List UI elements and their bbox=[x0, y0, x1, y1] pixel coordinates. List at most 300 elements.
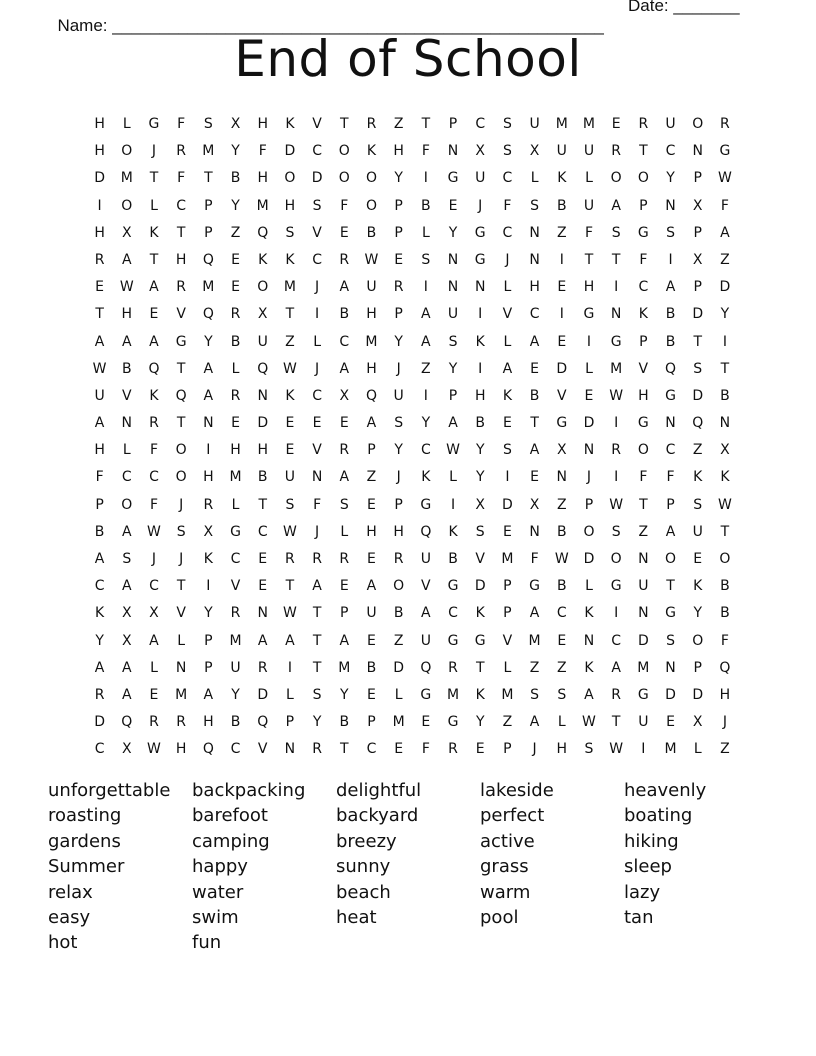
grid-letter: J bbox=[179, 551, 184, 567]
grid-letter: A bbox=[121, 523, 132, 540]
grid-letter: P bbox=[448, 387, 458, 404]
grid-letter: M bbox=[365, 333, 378, 350]
grid-letter: R bbox=[393, 551, 404, 567]
grid-letter: B bbox=[556, 523, 567, 540]
grid-letter: W bbox=[147, 741, 161, 758]
grid-letter: I bbox=[206, 442, 211, 459]
grid-letter: K bbox=[421, 469, 431, 486]
grid-letter: H bbox=[175, 251, 187, 268]
grid-letter: O bbox=[338, 143, 350, 160]
grid-letter: E bbox=[367, 632, 376, 649]
grid-letter: K bbox=[557, 170, 567, 187]
grid-letter: I bbox=[668, 251, 673, 268]
grid-letter: C bbox=[312, 251, 322, 268]
grid-letter: K bbox=[475, 333, 485, 350]
grid-letter: W bbox=[717, 496, 732, 513]
grid-letter: O bbox=[175, 469, 187, 486]
grid-letter: G bbox=[719, 143, 731, 160]
grid-letter: E bbox=[339, 578, 349, 595]
grid-letter: E bbox=[502, 523, 512, 540]
grid-letter: E bbox=[475, 741, 485, 758]
grid-letter: A bbox=[529, 605, 540, 622]
grid-letter: U bbox=[583, 143, 595, 160]
grid-letter: V bbox=[638, 360, 649, 377]
grid-letter: E bbox=[611, 116, 621, 132]
date-field-label: Date: _______ bbox=[628, 0, 740, 15]
grid-letter: P bbox=[204, 197, 213, 214]
grid-letter: F bbox=[258, 143, 267, 160]
grid-letter: Q bbox=[202, 251, 214, 268]
grid-letter: K bbox=[720, 469, 730, 486]
grid-letter: F bbox=[639, 469, 648, 486]
grid-letter: H bbox=[94, 442, 105, 459]
grid-letter: H bbox=[257, 116, 268, 132]
grid-letter: I bbox=[722, 333, 727, 350]
grid-letter: Q bbox=[257, 224, 269, 241]
grid-letter: W bbox=[446, 442, 460, 459]
grid-letter: N bbox=[529, 523, 540, 540]
grid-letter: B bbox=[556, 578, 567, 595]
grid-letter: E bbox=[367, 551, 376, 567]
grid-letter: R bbox=[611, 442, 622, 459]
grid-letter: R bbox=[366, 116, 377, 132]
grid-letter: Z bbox=[529, 659, 540, 676]
grid-letter: M bbox=[582, 116, 596, 132]
grid-letter: A bbox=[94, 659, 105, 676]
grid-letter: A bbox=[421, 306, 431, 323]
grid-letter: A bbox=[312, 578, 322, 595]
grid-letter: D bbox=[393, 659, 405, 676]
grid-letter: S bbox=[502, 442, 512, 459]
grid-letter: C bbox=[312, 387, 322, 404]
grid-letter: B bbox=[720, 387, 730, 404]
grid-letter: R bbox=[230, 306, 241, 323]
grid-letter: E bbox=[557, 279, 567, 296]
grid-letter: V bbox=[475, 551, 485, 567]
grid-letter: X bbox=[149, 605, 159, 622]
word-list-item: swim bbox=[192, 906, 239, 928]
grid-letter: S bbox=[421, 251, 431, 268]
grid-letter: T bbox=[693, 333, 702, 350]
grid-letter: R bbox=[94, 251, 105, 268]
grid-letter: Q bbox=[121, 714, 133, 731]
grid-letter: M bbox=[202, 143, 215, 160]
grid-letter: D bbox=[556, 360, 568, 377]
grid-letter: T bbox=[149, 251, 159, 268]
grid-letter: E bbox=[312, 415, 322, 432]
grid-letter: H bbox=[257, 170, 268, 187]
grid-letter: T bbox=[312, 632, 322, 649]
grid-letter: R bbox=[176, 714, 187, 731]
word-list-item: lazy bbox=[624, 881, 661, 903]
grid-letter: A bbox=[203, 686, 214, 703]
grid-letter: P bbox=[639, 197, 648, 214]
grid-letter: Y bbox=[340, 686, 349, 703]
grid-letter: J bbox=[151, 143, 157, 160]
grid-letter: U bbox=[692, 523, 703, 540]
grid-letter: S bbox=[312, 197, 322, 214]
name-field-label: Name: ____________________________________________________ bbox=[57, 16, 604, 35]
grid-letter: N bbox=[638, 605, 649, 622]
grid-letter: D bbox=[583, 551, 595, 567]
grid-letter: N bbox=[175, 659, 187, 676]
word-list-item: fun bbox=[192, 932, 222, 954]
grid-letter: D bbox=[257, 686, 269, 703]
grid-letter: A bbox=[529, 442, 540, 459]
grid-letter: T bbox=[611, 251, 621, 268]
word-list-item: pool bbox=[480, 906, 519, 928]
grid-letter: C bbox=[94, 578, 105, 595]
grid-letter: G bbox=[637, 415, 649, 432]
grid-letter: R bbox=[448, 659, 458, 676]
grid-letter: G bbox=[665, 605, 676, 622]
grid-letter: D bbox=[692, 686, 704, 703]
grid-letter: F bbox=[639, 251, 648, 268]
grid-letter: S bbox=[339, 496, 349, 513]
grid-letter: X bbox=[257, 306, 268, 323]
grid-letter: I bbox=[614, 605, 619, 622]
grid-letter: G bbox=[529, 578, 541, 595]
grid-letter: H bbox=[474, 387, 486, 404]
grid-letter: P bbox=[204, 632, 213, 649]
grid-letter: C bbox=[502, 170, 513, 187]
word-list-item: warm bbox=[480, 881, 531, 903]
word-list-item: water bbox=[192, 881, 244, 903]
grid-letter: O bbox=[175, 442, 187, 459]
grid-letter: G bbox=[556, 415, 568, 432]
grid-letter: L bbox=[503, 659, 512, 676]
grid-letter: U bbox=[420, 632, 431, 649]
grid-letter: F bbox=[95, 469, 104, 486]
grid-letter: H bbox=[175, 741, 187, 758]
grid-letter: H bbox=[529, 279, 540, 296]
grid-letter: G bbox=[637, 224, 649, 241]
grid-letter: J bbox=[396, 469, 401, 486]
grid-letter: O bbox=[665, 551, 677, 567]
grid-letter: Y bbox=[394, 170, 403, 187]
grid-letter: R bbox=[149, 415, 159, 432]
grid-letter: Z bbox=[556, 659, 567, 676]
grid-letter: U bbox=[638, 714, 649, 731]
grid-letter: U bbox=[366, 605, 377, 622]
grid-letter: P bbox=[285, 714, 295, 731]
grid-letter: I bbox=[559, 251, 564, 268]
grid-letter: A bbox=[339, 469, 350, 486]
grid-letter: Q bbox=[420, 523, 432, 540]
grid-letter: L bbox=[122, 442, 131, 459]
grid-letter: G bbox=[583, 306, 595, 323]
grid-letter: N bbox=[447, 279, 459, 296]
grid-letter: T bbox=[421, 116, 431, 132]
grid-letter: H bbox=[393, 523, 404, 540]
grid-letter: A bbox=[366, 415, 377, 432]
grid-letter: D bbox=[311, 170, 323, 187]
grid-letter: B bbox=[421, 197, 431, 214]
grid-letter: A bbox=[611, 659, 621, 676]
grid-letter: P bbox=[503, 605, 512, 622]
grid-letter: E bbox=[231, 279, 240, 296]
grid-letter: O bbox=[692, 116, 704, 132]
grid-letter: Q bbox=[420, 659, 432, 676]
grid-letter: N bbox=[556, 469, 568, 486]
grid-letter: G bbox=[447, 632, 459, 649]
grid-letter: Z bbox=[692, 442, 703, 459]
grid-letter: L bbox=[449, 469, 457, 486]
grid-letter: T bbox=[176, 578, 186, 595]
grid-letter: U bbox=[230, 659, 241, 676]
grid-letter: K bbox=[285, 387, 295, 404]
grid-letter: L bbox=[585, 578, 593, 595]
grid-letter: Y bbox=[720, 306, 730, 323]
grid-letter: N bbox=[474, 279, 486, 296]
grid-letter: X bbox=[203, 523, 214, 540]
grid-letter: E bbox=[557, 632, 567, 649]
grid-letter: P bbox=[367, 442, 376, 459]
grid-letter: F bbox=[177, 170, 186, 187]
grid-letter: S bbox=[176, 523, 186, 540]
grid-letter: Q bbox=[257, 360, 269, 377]
word-list-item: perfect bbox=[480, 805, 545, 827]
grid-letter: R bbox=[611, 686, 622, 703]
grid-letter: X bbox=[121, 741, 132, 758]
grid-letter: I bbox=[450, 496, 456, 513]
grid-letter: L bbox=[150, 197, 158, 214]
grid-letter: U bbox=[529, 116, 540, 132]
grid-letter: N bbox=[257, 605, 268, 622]
grid-letter: Y bbox=[666, 170, 675, 187]
grid-letter: T bbox=[530, 415, 539, 432]
grid-letter: L bbox=[585, 170, 593, 187]
grid-letter: M bbox=[175, 686, 188, 703]
grid-letter: H bbox=[257, 442, 268, 459]
grid-letter: V bbox=[502, 632, 513, 649]
grid-letter: F bbox=[530, 551, 539, 567]
grid-letter: S bbox=[394, 415, 404, 432]
grid-letter: C bbox=[94, 741, 105, 758]
grid-letter: W bbox=[92, 360, 107, 377]
grid-letter: M bbox=[610, 360, 623, 377]
word-list-item: heat bbox=[336, 906, 377, 928]
grid-letter: Z bbox=[556, 496, 567, 513]
grid-letter: V bbox=[421, 578, 431, 595]
grid-letter: O bbox=[637, 442, 649, 459]
grid-letter: T bbox=[95, 306, 104, 323]
grid-letter: P bbox=[448, 116, 458, 132]
grid-letter: J bbox=[151, 551, 157, 567]
grid-letter: V bbox=[230, 578, 241, 595]
grid-letter: K bbox=[475, 686, 485, 703]
grid-letter: E bbox=[557, 333, 567, 350]
grid-letter: E bbox=[231, 415, 240, 432]
grid-letter: N bbox=[638, 551, 649, 567]
grid-letter: O bbox=[365, 170, 377, 187]
grid-letter: B bbox=[529, 387, 540, 404]
grid-letter: L bbox=[122, 116, 131, 132]
grid-letter: N bbox=[583, 442, 595, 459]
grid-letter: E bbox=[367, 496, 376, 513]
grid-letter: T bbox=[584, 251, 594, 268]
grid-letter: H bbox=[583, 279, 595, 296]
grid-letter: X bbox=[556, 442, 567, 459]
word-list-item: breezy bbox=[336, 830, 397, 852]
grid-letter: F bbox=[421, 741, 430, 758]
grid-letter: X bbox=[692, 251, 703, 268]
grid-letter: T bbox=[639, 143, 648, 160]
grid-letter: N bbox=[311, 469, 323, 486]
grid-letter: W bbox=[582, 714, 596, 731]
grid-letter: M bbox=[501, 686, 514, 703]
grid-letter: R bbox=[176, 143, 187, 160]
grid-letter: G bbox=[420, 686, 432, 703]
grid-letter: A bbox=[121, 333, 132, 350]
grid-letter: N bbox=[719, 415, 731, 432]
grid-letter: P bbox=[639, 333, 648, 350]
grid-letter: A bbox=[611, 197, 621, 214]
grid-letter: Y bbox=[475, 442, 485, 459]
grid-letter: K bbox=[285, 116, 295, 132]
grid-letter: G bbox=[610, 578, 622, 595]
grid-letter: S bbox=[693, 360, 703, 377]
grid-letter: F bbox=[313, 496, 322, 513]
grid-letter: I bbox=[614, 415, 619, 432]
grid-letter: I bbox=[478, 306, 483, 323]
grid-letter: T bbox=[258, 496, 267, 513]
grid-letter: P bbox=[394, 496, 403, 513]
grid-letter: T bbox=[285, 578, 295, 595]
grid-letter: E bbox=[285, 442, 295, 459]
word-list-item: sleep bbox=[624, 856, 672, 878]
grid-letter: T bbox=[176, 415, 186, 432]
word-list-item: sunny bbox=[336, 856, 391, 878]
page-title: End of School bbox=[234, 30, 582, 88]
grid-letter: T bbox=[204, 170, 213, 187]
grid-letter: G bbox=[665, 387, 676, 404]
grid-letter: G bbox=[447, 170, 459, 187]
grid-letter: A bbox=[203, 360, 214, 377]
grid-letter: A bbox=[339, 632, 350, 649]
grid-letter: Q bbox=[148, 360, 160, 377]
grid-letter: R bbox=[149, 714, 159, 731]
grid-letter: V bbox=[312, 442, 322, 459]
grid-letter: U bbox=[393, 387, 404, 404]
grid-letter: B bbox=[720, 605, 730, 622]
grid-letter: B bbox=[366, 659, 377, 676]
grid-letter: W bbox=[554, 551, 569, 567]
grid-letter: A bbox=[421, 605, 431, 622]
grid-letter: M bbox=[637, 659, 650, 676]
word-list-item: heavenly bbox=[624, 780, 707, 801]
grid-letter: Y bbox=[231, 143, 240, 160]
grid-letter: J bbox=[315, 360, 320, 377]
grid-letter: B bbox=[339, 306, 350, 323]
grid-letter: Q bbox=[175, 387, 187, 404]
grid-letter: K bbox=[693, 578, 703, 595]
grid-letter: Y bbox=[448, 224, 458, 241]
grid-letter: W bbox=[717, 170, 732, 187]
grid-letter: C bbox=[665, 143, 676, 160]
grid-letter: A bbox=[121, 251, 132, 268]
grid-letter: E bbox=[258, 551, 268, 567]
grid-letter: A bbox=[584, 686, 594, 703]
grid-letter: F bbox=[149, 442, 158, 459]
grid-letter: A bbox=[665, 523, 676, 540]
grid-letter: Z bbox=[393, 632, 404, 649]
grid-letter: A bbox=[339, 279, 350, 296]
grid-letter: Y bbox=[312, 714, 322, 731]
grid-letter: P bbox=[95, 496, 104, 513]
grid-letter: E bbox=[448, 197, 458, 214]
grid-letter: N bbox=[665, 415, 676, 432]
grid-letter: P bbox=[693, 279, 702, 296]
grid-letter: T bbox=[285, 306, 295, 323]
grid-letter: L bbox=[177, 632, 186, 649]
grid-letter: A bbox=[121, 659, 132, 676]
grid-letter: T bbox=[475, 659, 485, 676]
grid-letter: N bbox=[583, 632, 595, 649]
letter-grid bbox=[86, 111, 739, 764]
grid-letter: P bbox=[666, 496, 675, 513]
grid-letter: L bbox=[150, 659, 158, 676]
grid-letter: A bbox=[94, 415, 105, 432]
grid-letter: Z bbox=[720, 251, 730, 268]
grid-letter: T bbox=[639, 496, 648, 513]
grid-letter: T bbox=[666, 578, 675, 595]
grid-letter: I bbox=[287, 659, 292, 676]
grid-letter: C bbox=[611, 632, 622, 649]
grid-letter: B bbox=[94, 523, 105, 540]
grid-letter: E bbox=[530, 469, 540, 486]
grid-letter: L bbox=[313, 333, 321, 350]
grid-letter: M bbox=[202, 279, 215, 296]
grid-letter: P bbox=[340, 605, 349, 622]
grid-letter: X bbox=[529, 496, 540, 513]
grid-letter: K bbox=[366, 143, 377, 160]
grid-letter: O bbox=[692, 632, 704, 649]
word-list-item: active bbox=[480, 830, 535, 852]
grid-letter: X bbox=[529, 143, 540, 160]
word-list-item: roasting bbox=[48, 805, 122, 827]
grid-letter: C bbox=[638, 279, 649, 296]
grid-letter: I bbox=[641, 741, 646, 758]
grid-letter: N bbox=[447, 143, 459, 160]
grid-letter: B bbox=[257, 469, 268, 486]
word-list-item: camping bbox=[192, 830, 270, 852]
grid-letter: V bbox=[176, 605, 186, 622]
grid-letter: G bbox=[175, 333, 187, 350]
grid-letter: B bbox=[339, 714, 350, 731]
grid-letter: J bbox=[396, 360, 401, 377]
grid-letter: S bbox=[611, 523, 621, 540]
grid-letter: K bbox=[693, 469, 703, 486]
grid-letter: K bbox=[502, 387, 512, 404]
grid-letter: Z bbox=[638, 523, 649, 540]
grid-letter: U bbox=[257, 333, 268, 350]
word-list-item: unforgettable bbox=[48, 780, 171, 801]
grid-letter: T bbox=[720, 523, 730, 540]
grid-letter: A bbox=[720, 224, 730, 241]
grid-letter: O bbox=[610, 170, 622, 187]
grid-letter: E bbox=[149, 306, 159, 323]
grid-letter: Y bbox=[421, 415, 431, 432]
grid-letter: Y bbox=[394, 442, 403, 459]
grid-letter: M bbox=[501, 551, 514, 567]
grid-letter: W bbox=[364, 251, 379, 268]
grid-letter: C bbox=[257, 523, 268, 540]
grid-letter: E bbox=[394, 251, 404, 268]
grid-letter: S bbox=[693, 496, 703, 513]
grid-letter: K bbox=[638, 306, 648, 323]
grid-letter: V bbox=[312, 116, 322, 132]
